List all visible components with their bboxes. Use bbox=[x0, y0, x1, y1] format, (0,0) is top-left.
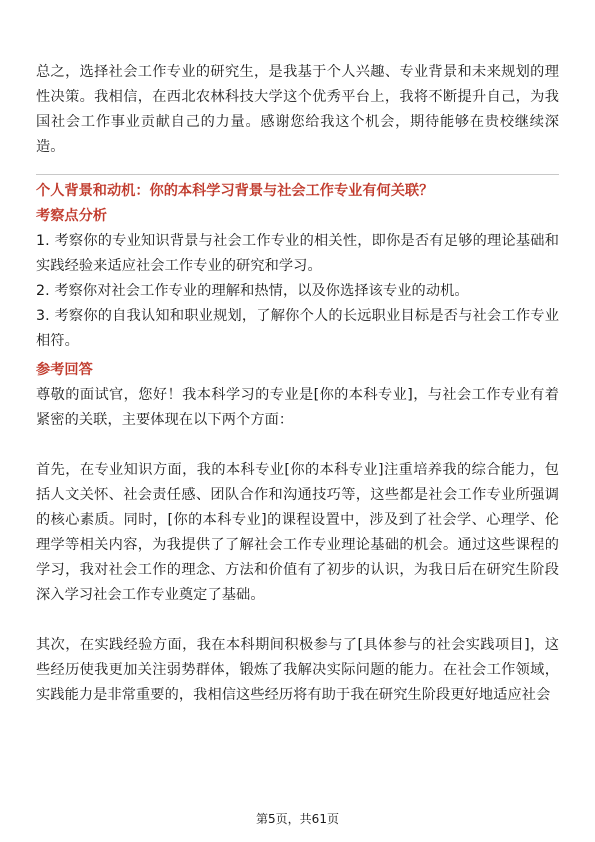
answer-label: 参考回答 bbox=[36, 362, 93, 378]
analysis-item: 3. 考察你的自我认知和职业规划，了解你个人的长远职业目标是否与社会工作专业相符。 bbox=[36, 308, 559, 349]
answer-paragraph: 其次，在实践经验方面，我在本科期间积极参与了[具体参与的社会实践项目]，这些经历使我更加关注弱势群体，锻炼了我解决实际问题的能力。在社会工作领域，实践能力是非常重要的，我相信这些经历将有助于我在研究生阶段更好地适应社会 bbox=[36, 637, 559, 703]
document-page bbox=[36, 60, 559, 708]
paragraph-gap bbox=[36, 433, 559, 458]
section-divider bbox=[36, 174, 559, 175]
intro-paragraph: 总之，选择社会工作专业的研究生，是我基于个人兴趣、专业背景和未来规划的理性决策。我相信，在西北农林科技大学这个优秀平台上，我将不断提升自己，为我国社会工作事业贡献自己的力量。感谢您给我这个机会，期待能够在贵校继续深造。 bbox=[36, 64, 559, 155]
answer-paragraph: 尊敬的面试官，您好！我本科学习的专业是[你的本科专业]，与社会工作专业有着紧密的关联，主要体现在以下两个方面： bbox=[36, 387, 559, 428]
paragraph-gap bbox=[36, 608, 559, 633]
analysis-label: 考察点分析 bbox=[36, 208, 107, 224]
analysis-item: 1. 考察你的专业知识背景与社会工作专业的相关性，即你是否有足够的理论基础和实践经验来适应社会工作专业的研究和学习。 bbox=[36, 233, 559, 274]
question-heading: 个人背景和动机：你的本科学习背景与社会工作专业有何关联？ bbox=[36, 183, 434, 199]
page-number: 第5页，共61页 bbox=[256, 812, 339, 826]
analysis-item: 2. 考察你对社会工作专业的理解和热情，以及你选择该专业的动机。 bbox=[36, 283, 469, 299]
answer-paragraph: 首先，在专业知识方面，我的本科专业[你的本科专业]注重培养我的综合能力，包括人文关怀、社会责任感、团队合作和沟通技巧等，这些都是社会工作专业所强调的核心素质。同时，[你的本科专业]的课程设置中，涉及到了社会学、心理学、伦理学等相关内容，为我提供了了解社会工作专业理论基础的机会。通过这些课程的学习，我对社会工作的理念、方法和价值有了初步的认识，为我日后在研究生阶段深入学习社会工作专业奠定了基础。 bbox=[36, 462, 559, 603]
